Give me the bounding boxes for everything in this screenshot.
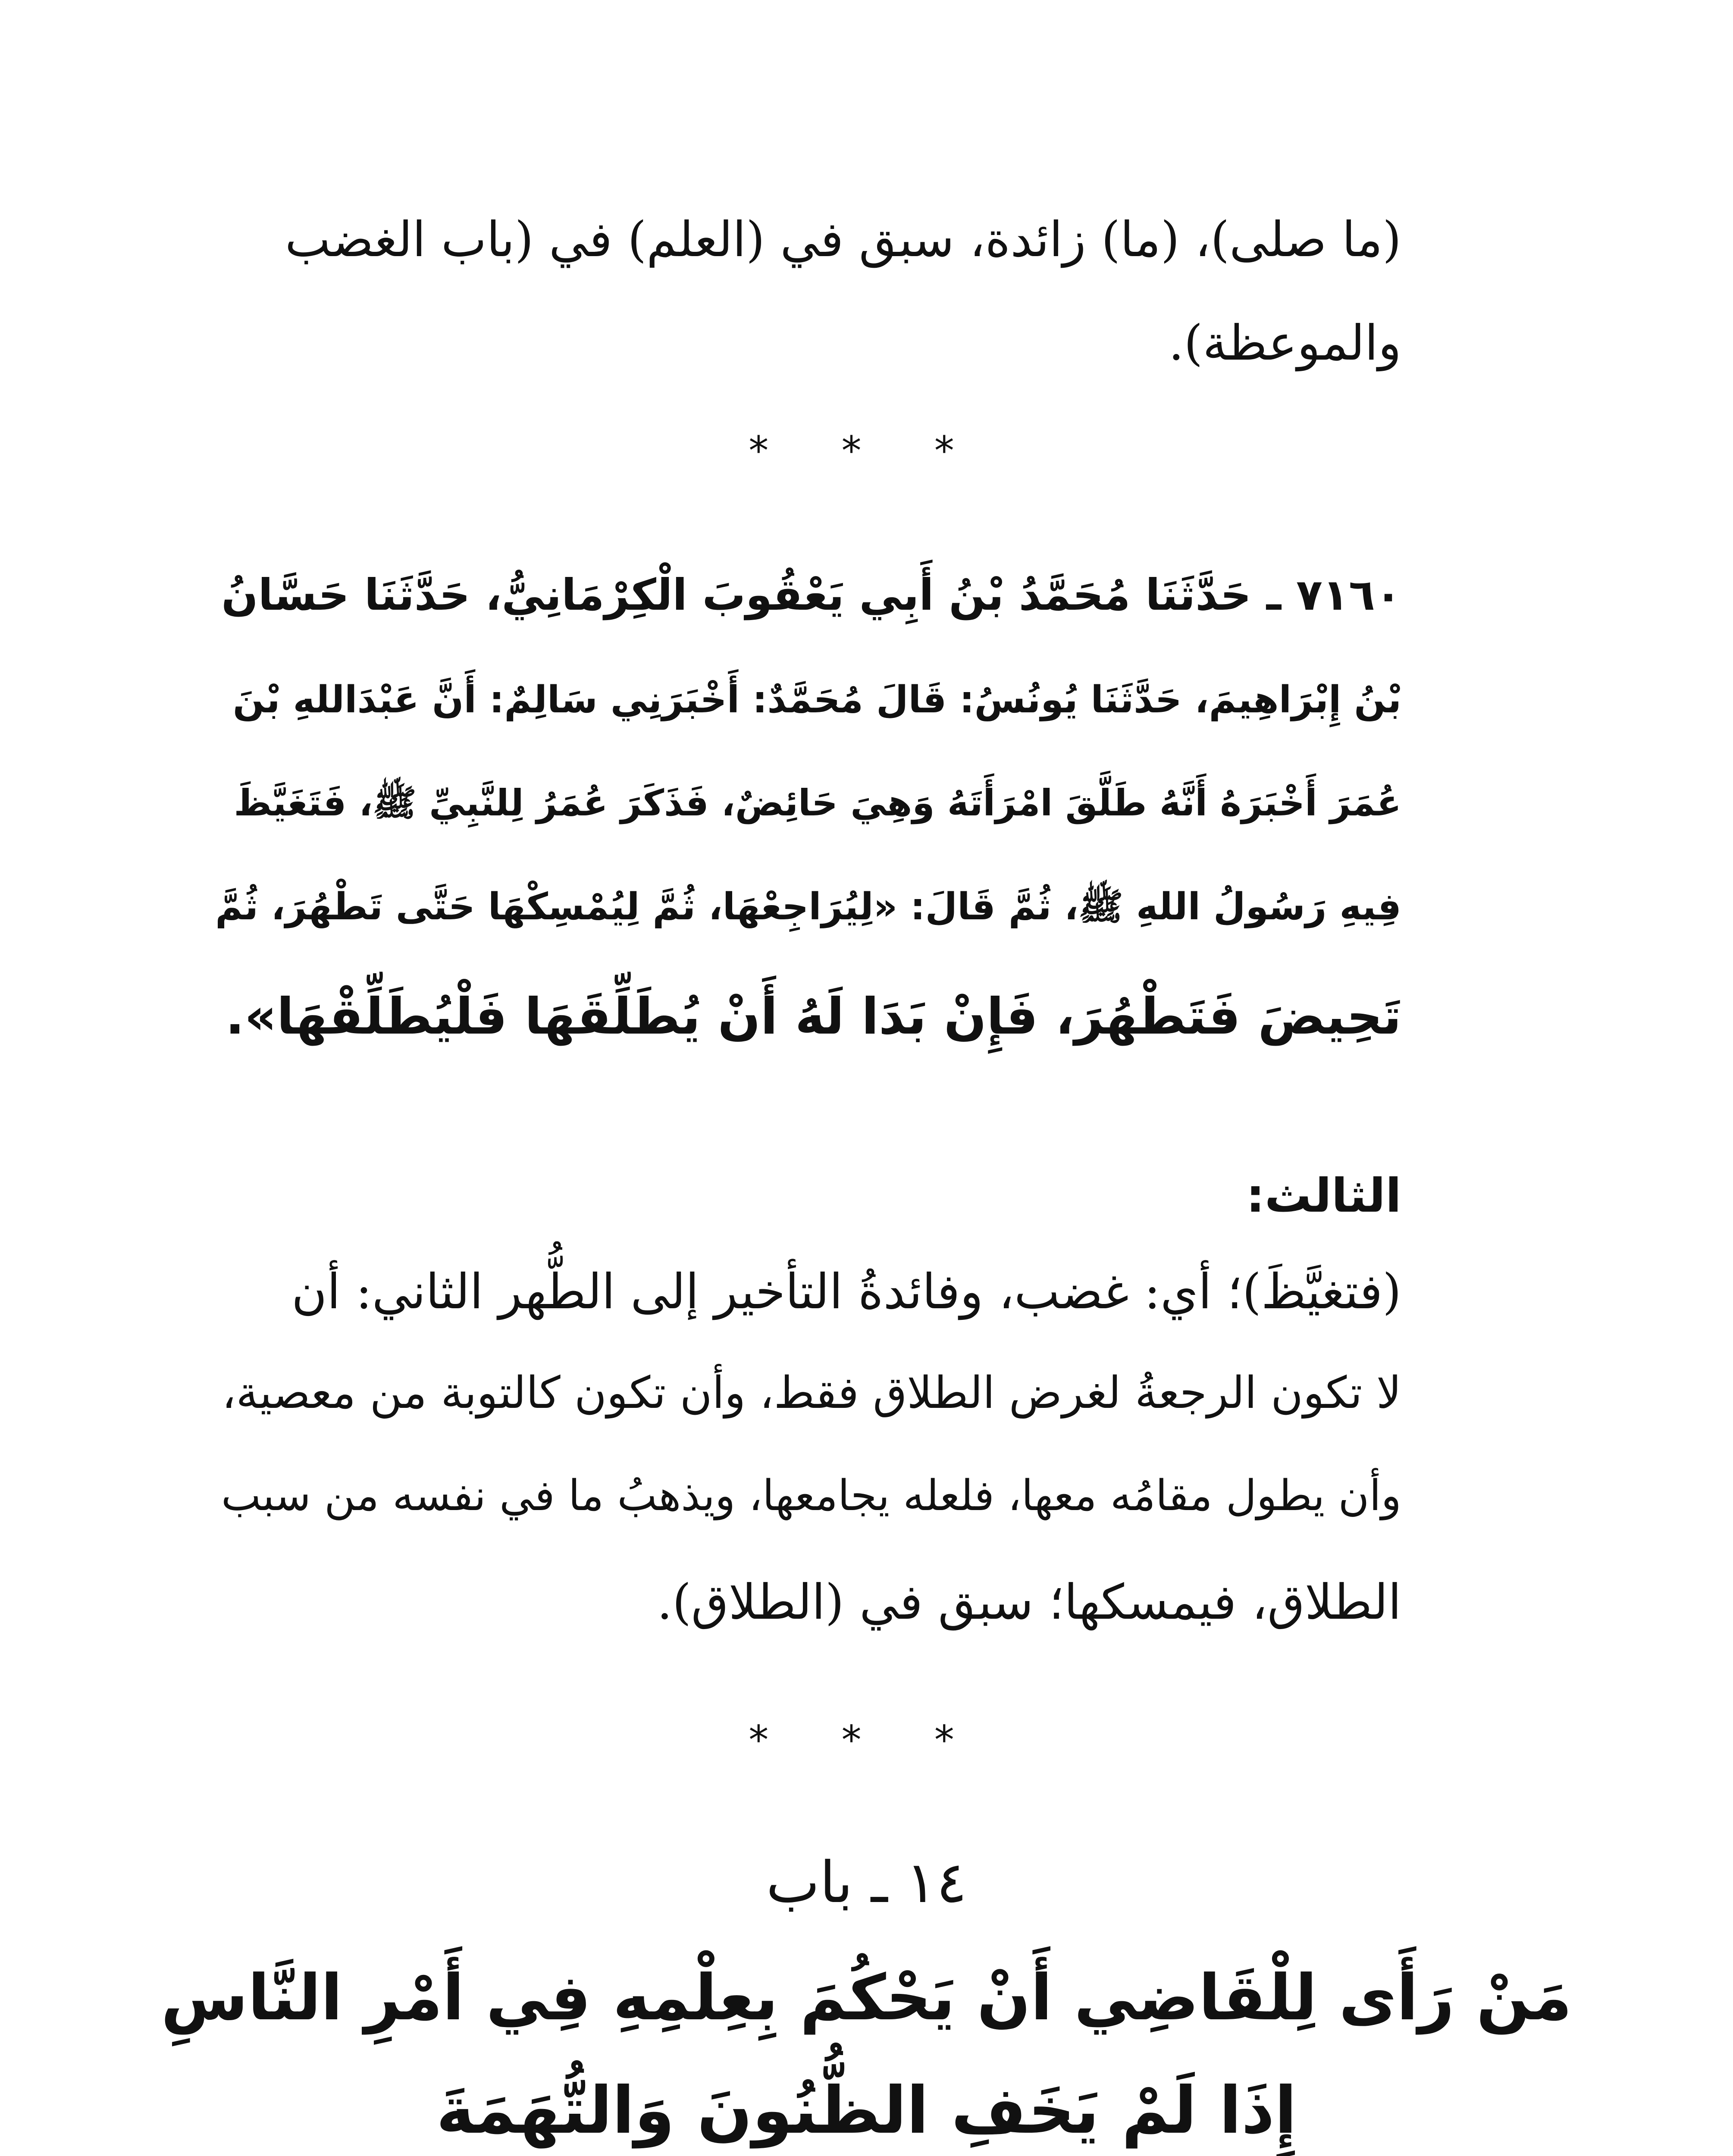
section-separator: * * *	[749, 1717, 984, 1763]
heading-text: الثالث:	[1246, 1169, 1401, 1223]
hadith-line: بْنُ إِبْرَاهِيمَ، حَدَّثَنَا يُونُسُ: قَالَ مُحَمَّدٌ: أَخْبَرَنِي سَالِمٌ: أَنَّ عَبْدَاللهِ بْنَ	[232, 678, 1401, 721]
hadith-line: فِيهِ رَسُولُ اللهِ ﷺ، ثُمَّ قَالَ: «لِيُرَاجِعْهَا، ثُمَّ لِيُمْسِكْهَا حَتَّى تَطْهُرَ، ثُمَّ	[215, 885, 1401, 928]
chapter-number: ١٤ ـ باب	[766, 1849, 967, 1916]
paragraph-line: وأن يطول مقامُه معها، فلعله يجامعها، ويذهبُ ما في نفسه من سبب	[221, 1471, 1401, 1520]
paragraph-line: الطلاق، فيمسكها؛ سبق في (الطلاق).	[657, 1574, 1401, 1630]
chapter-title-line: مَنْ رَأَى لِلْقَاضِي أَنْ يَحْكُمَ بِعِلْمِهِ فِي أَمْرِ النَّاسِ	[161, 1961, 1572, 2034]
paragraph-line: والموعظة).	[1169, 315, 1401, 371]
hadith-line: تَحِيضَ فَتَطْهُرَ، فَإِنْ بَدَا لَهُ أَنْ يُطَلِّقَهَا فَلْيُطَلِّقْهَا».	[225, 987, 1401, 1046]
commentary-paragraph	[207, 1259, 1401, 1647]
section-heading	[207, 1164, 1401, 1229]
hadith-text	[207, 556, 1401, 1117]
paragraph-line: (فتغيَّظَ)؛ أي: غضب، وفائدةُ التأخير إلى الطُّهر الثاني: أن	[291, 1264, 1401, 1320]
section-separator: * * *	[749, 428, 984, 474]
hadith-line: ٧١٦٠ ـ حَدَّثَنَا مُحَمَّدُ بْنُ أَبِي يَعْقُوبَ الْكِرْمَانِيُّ، حَدَّثَنَا حَسَّانُ	[221, 570, 1401, 620]
chapter-title-line: إِذَا لَمْ يَخَفِ الظُّنُونَ وَالتُّهَمَةَ	[436, 2073, 1297, 2148]
paragraph-line: لا تكون الرجعةُ لغرض الطلاق فقط، وأن تكون كالتوبة من معصية،	[222, 1367, 1401, 1419]
paragraph-line: (ما صلى)، (ما) زائدة، سبق في (العلم) في (باب الغضب	[285, 212, 1401, 268]
hadith-line: عُمَرَ أَخْبَرَهُ أَنَّهُ طَلَّقَ امْرَأَتَهُ وَهِيَ حَائِضٌ، فَذَكَرَ عُمَرُ لِلنَّبِيِّ ﷺ، فَتَغَيَّظَ	[234, 782, 1401, 824]
intro-paragraph	[207, 207, 1401, 397]
